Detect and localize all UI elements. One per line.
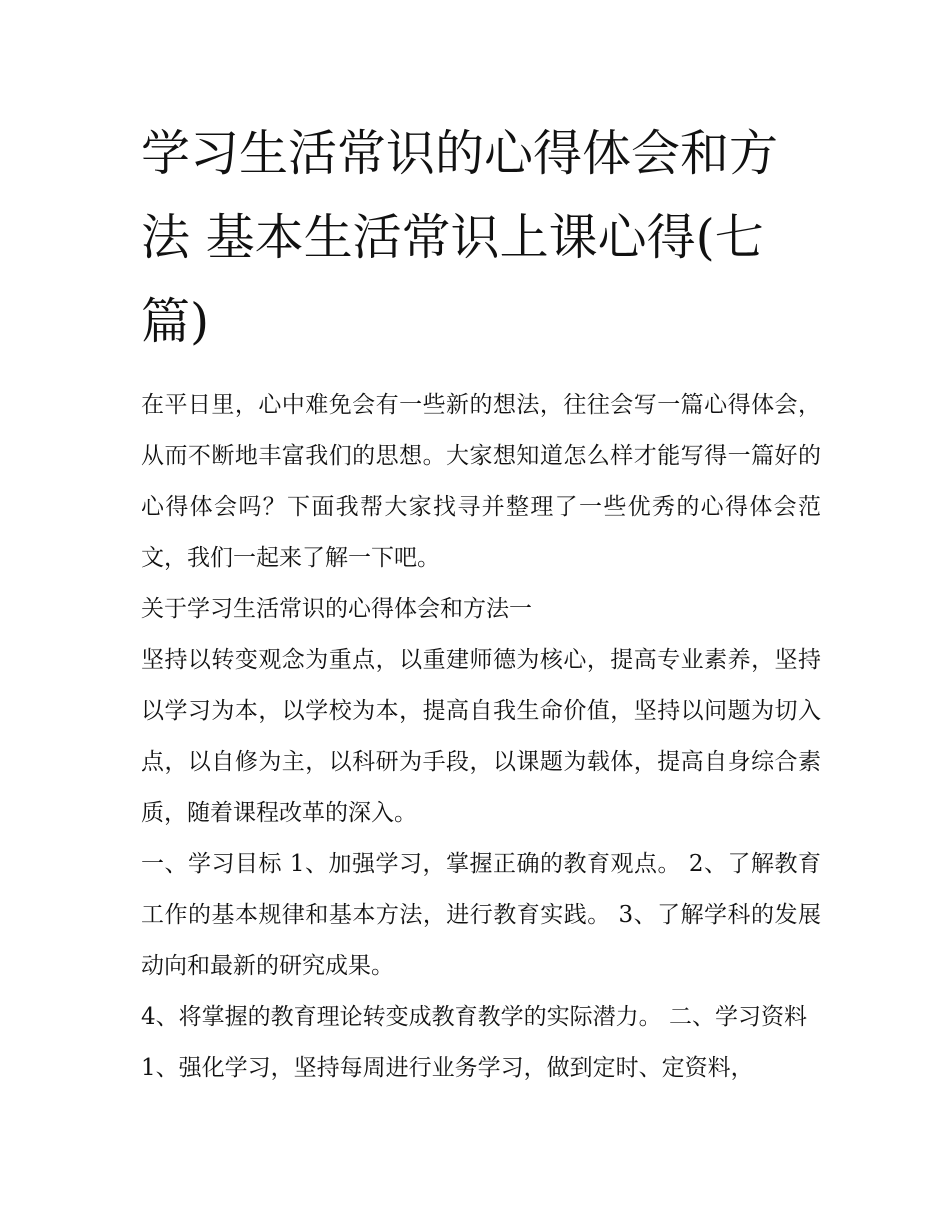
intro-paragraph: 在平日里，心中难免会有一些新的想法，往往会写一篇心得体会，从而不断地丰富我们的思想。大家想知道怎么样才能写得一篇好的心得体会吗？下面我帮大家找寻并整理了一些优秀的心得体会范文，我们一起来了解一下吧。 [141,392,821,571]
body-paragraph: 一、学习目标 1、加强学习，掌握正确的教育观点。 2、了解教育工作的基本规律和基本方法，进行教育实践。 3、了解学科的发展动向和最新的研究成果。 [141,851,821,979]
body-paragraph: 坚持以转变观念为重点，以重建师德为核心，提高专业素养，坚持以学习为本，以学校为本，提高自我生命价值，坚持以问题为切入点，以自修为主，以科研为手段，以课题为载体，提高自身综合素质，随着课程改革的深入。 [141,647,821,826]
document-title: 学习生活常识的心得体会和方法 基本生活常识上课心得(七篇) [141,125,779,350]
body-paragraph: 1、强化学习，坚持每周进行业务学习，做到定时、定资料， [141,1055,754,1081]
section-heading: 关于学习生活常识的心得体会和方法一 [141,596,532,622]
document-page [141,112,821,1094]
body-paragraph: 4、将掌握的教育理论转变成教育教学的实际潜力。 二、学习资料 [141,1004,807,1030]
document-body [141,380,821,1094]
